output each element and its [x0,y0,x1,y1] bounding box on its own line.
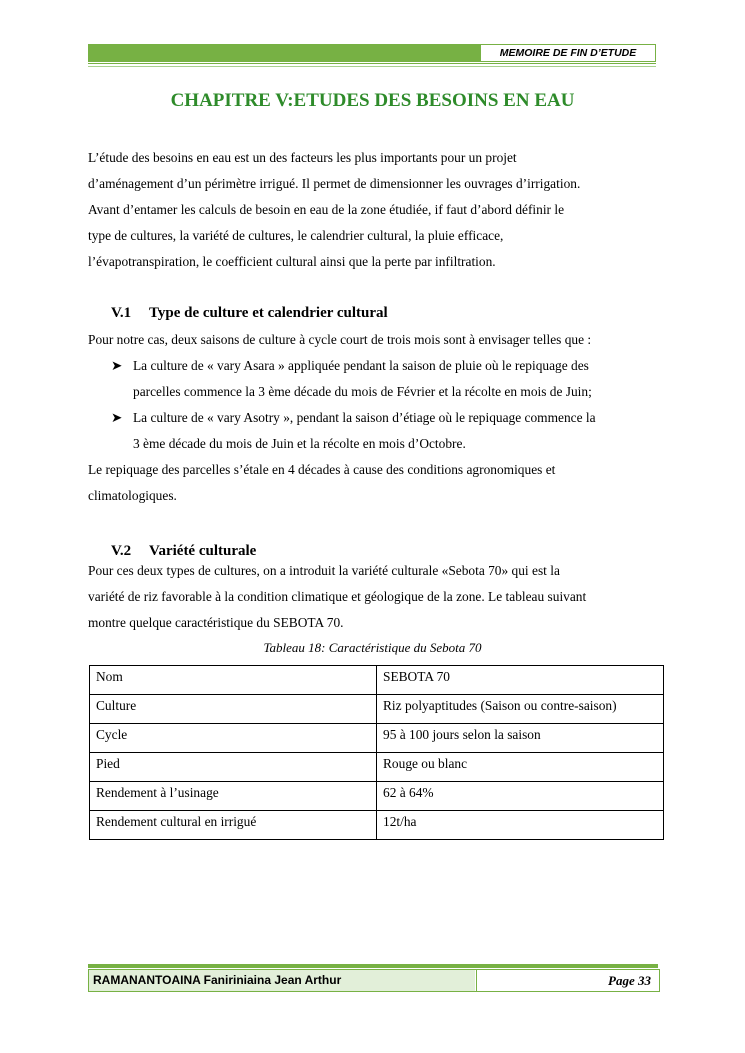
table-cell: Cycle [90,724,377,753]
section2-line: Pour ces deux types de cultures, on a introduit la variété culturale «Sebota 70» qui est la [88,563,560,578]
header-green-band [88,44,480,62]
table-cell: Nom [90,666,377,695]
header-label: MEMOIRE DE FIN D’ETUDE [480,44,656,62]
table-cell: 62 à 64% [377,782,664,811]
header-rule-light [88,66,656,67]
table-row [90,753,664,782]
header-rule [88,63,656,64]
sebota-table [89,665,664,840]
table-cell: Culture [90,695,377,724]
section-number: V.2 [111,543,132,559]
section-number: V.1 [111,305,132,321]
intro-line: d’aménagement d’un périmètre irrigué. Il permet de dimensionner les ouvrages d’irrigation. [88,176,581,191]
table-row [90,695,664,724]
closing-line: climatologiques. [88,488,177,503]
intro-line: Avant d’entamer les calculs de besoin en eau de la zone étudiée, if faut d’abord définir le [88,202,565,217]
section1-closing [88,457,663,509]
section2-paragraph [88,558,663,636]
table-cell: Riz polyaptitudes (Saison ou contre-saison) [377,695,664,724]
footer [88,969,660,992]
table-cell: Rouge ou blanc [377,753,664,782]
intro-line: L’étude des besoins en eau est un des facteurs les plus importants pour un projet [88,150,517,165]
table-cell: SEBOTA 70 [377,666,664,695]
bullet-line: La culture de « vary Asara » appliquée pendant la saison de pluie où le repiquage des [133,358,589,373]
table-cell: 12t/ha [377,811,664,840]
section-heading-v1 [111,305,388,322]
intro-line: l’évapotranspiration, le coefficient cultural ainsi que la perte par infiltration. [88,254,496,269]
section-title: Type de culture et calendrier cultural [149,305,388,321]
arrow-bullet-icon: ➤ [111,358,123,373]
arrow-bullet-icon: ➤ [111,410,123,425]
table-cell: 95 à 100 jours selon la saison [377,724,664,753]
bullet-line: 3 ème décade du mois de Juin et la récolte en mois d’Octobre. [133,436,466,451]
bullet-line: La culture de « vary Asotry », pendant la saison d’étiage où le repiquage commence la [133,410,596,425]
section1-lead: Pour notre cas, deux saisons de culture à cycle court de trois mois sont à envisager telles que : [88,332,592,347]
header-bar [88,44,656,62]
bullet-line: parcelles commence la 3 ème décade du mois de Février et la récolte en mois de Juin; [133,384,592,399]
chapter-title: CHAPITRE V:ETUDES DES BESOINS EN EAU [170,90,575,111]
table-row [90,811,664,840]
table-cell: Rendement cultural en irrigué [90,811,377,840]
table-cell: Pied [90,753,377,782]
table-row [90,782,664,811]
intro-paragraph [88,145,663,275]
footer-green-band [88,964,658,968]
page-number: Page 33 [476,970,659,991]
intro-line: type de cultures, la variété de cultures, le calendrier cultural, la pluie efficace, [88,228,504,243]
footer-author: RAMANANTOAINA Faniriniaina Jean Arthur [89,970,475,991]
table-row [90,724,664,753]
table-row [90,666,664,695]
closing-line: Le repiquage des parcelles s’étale en 4 décades à cause des conditions agronomiques et [88,462,556,477]
table-cell: Rendement à l’usinage [90,782,377,811]
section2-line: montre quelque caractéristique du SEBOTA 70. [88,615,344,630]
section-title: Variété culturale [149,543,257,559]
section2-line: variété de riz favorable à la condition climatique et géologique de la zone. Le tableau suivant [88,589,587,604]
table-caption: Tableau 18: Caractéristique du Sebota 70 [263,640,482,655]
